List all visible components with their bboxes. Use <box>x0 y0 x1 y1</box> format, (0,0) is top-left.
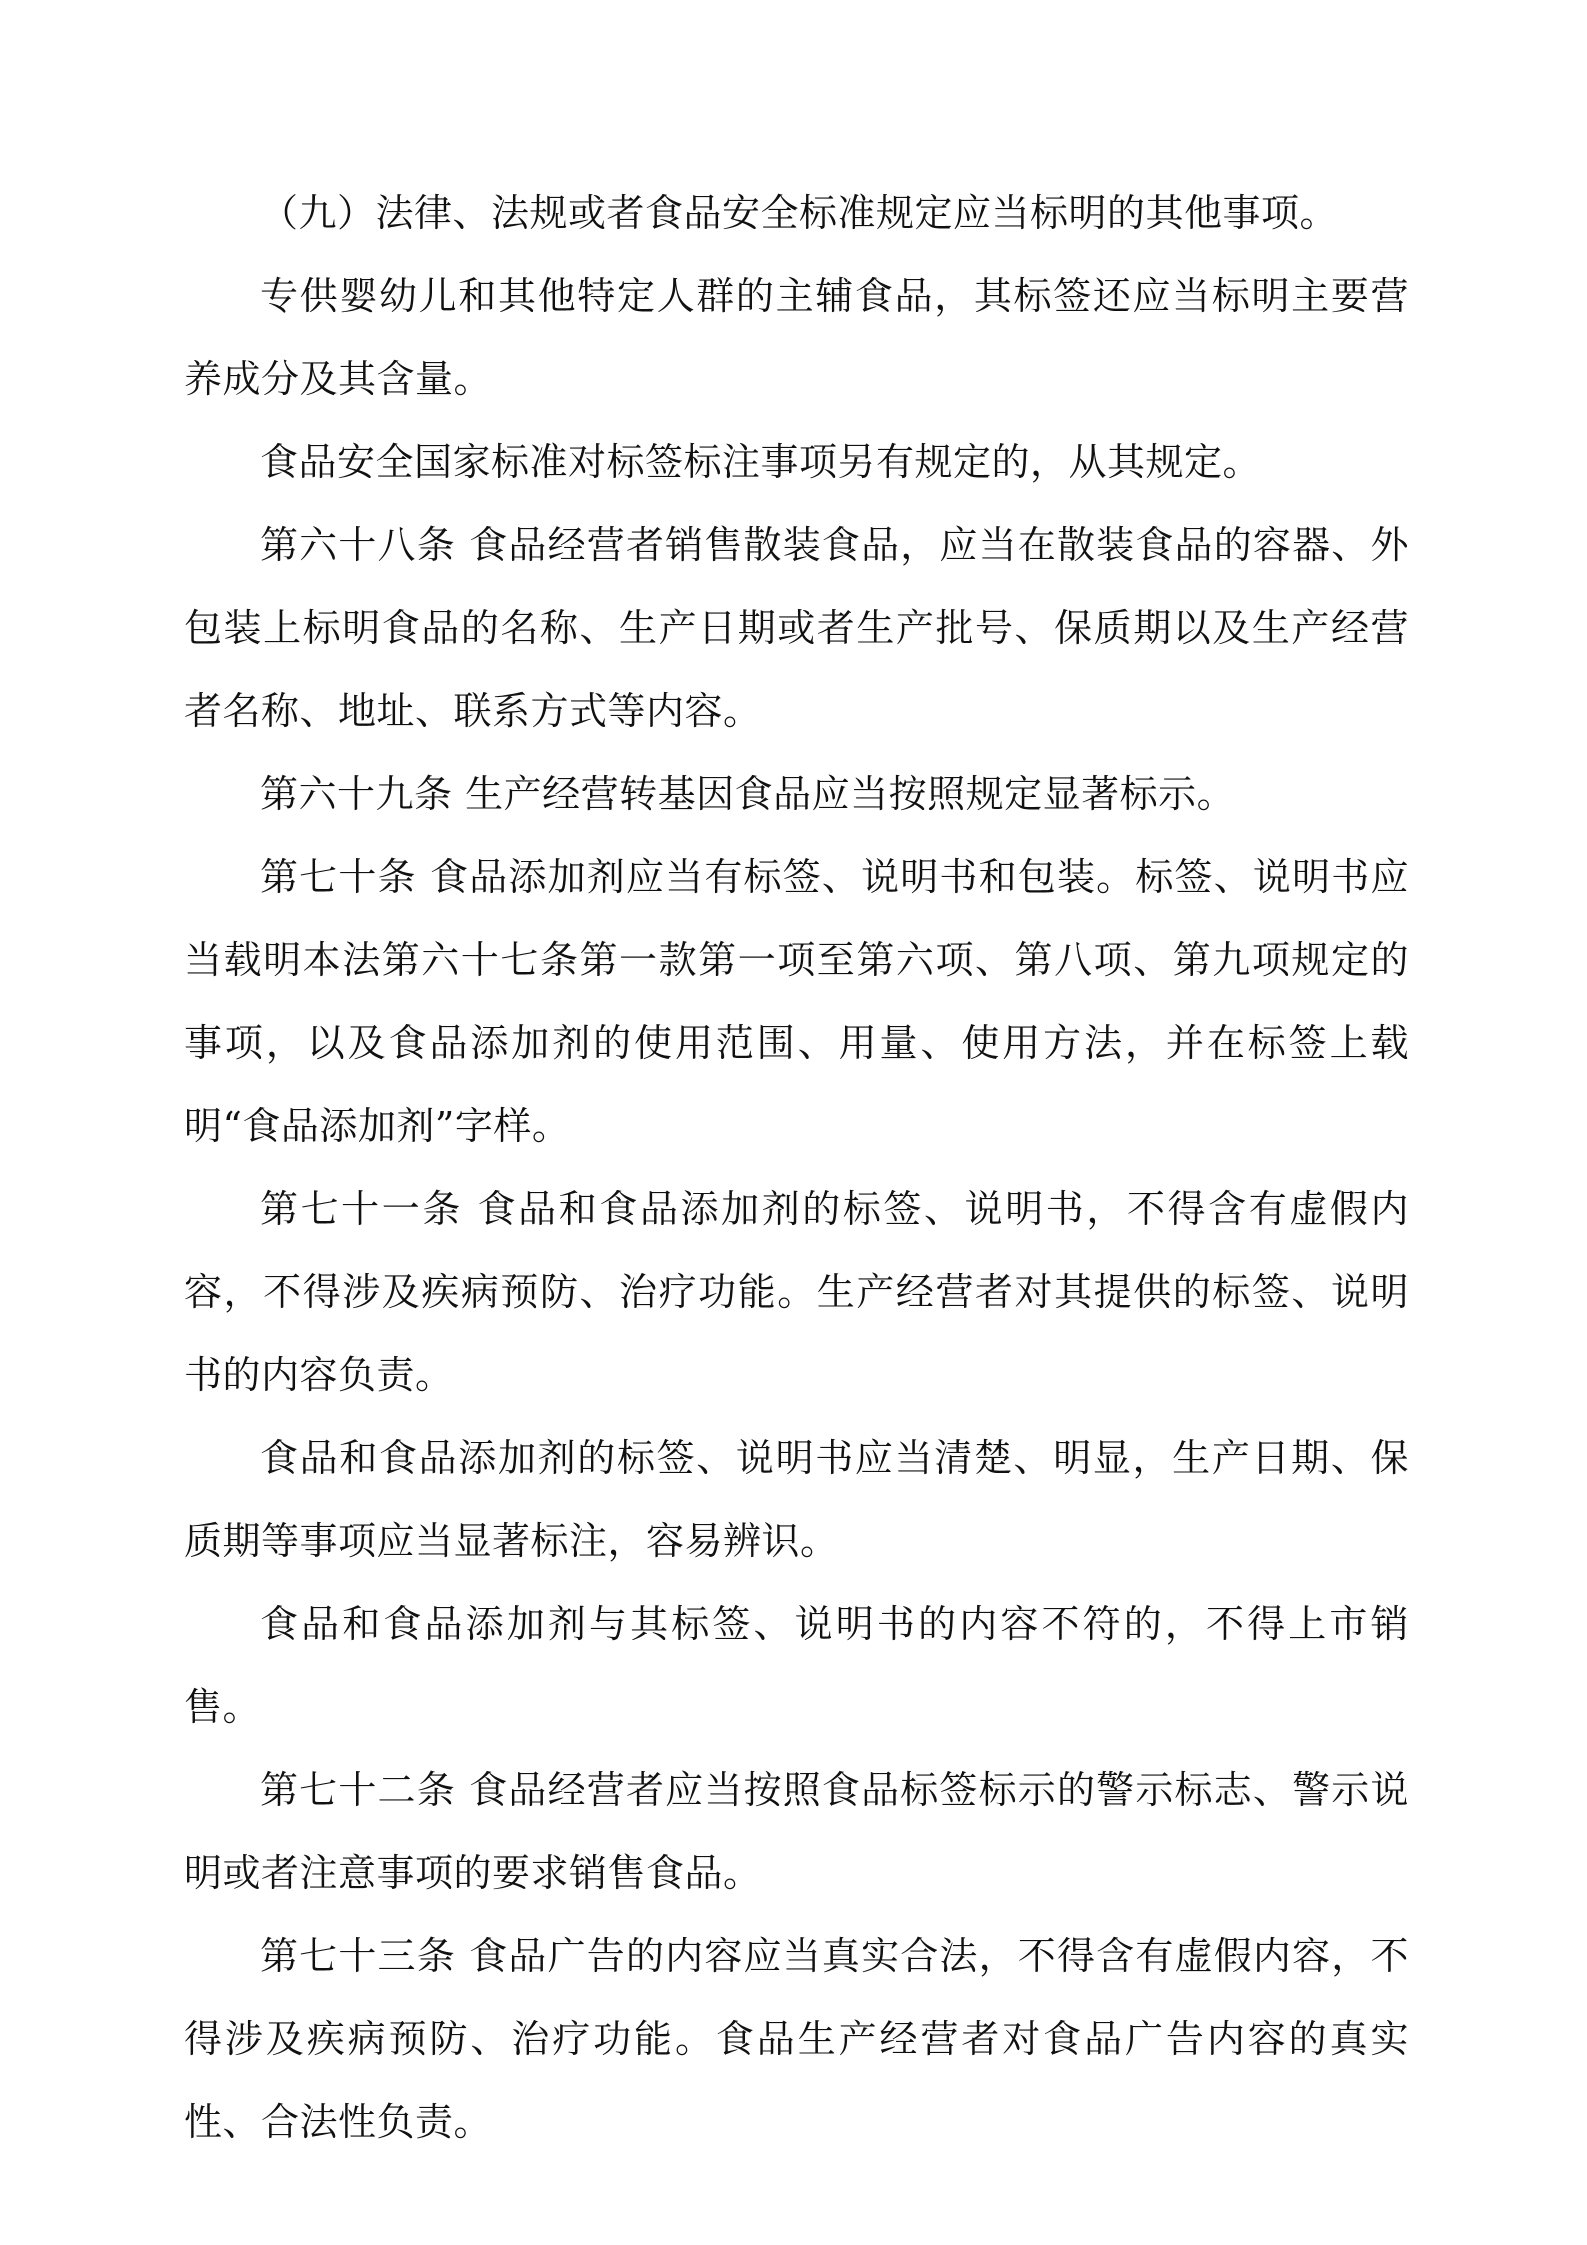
paragraph-infant-food-label: 专供婴幼儿和其他特定人群的主辅食品，其标签还应当标明主要营养成分及其含量。 <box>184 274 1409 401</box>
paragraph-article-71: 第七十一条 食品和食品添加剂的标签、说明书，不得含有虚假内容，不得涉及疾病预防、治疗功能。生产经营者对其提供的标签、说明书的内容负责。 <box>184 1187 1409 1397</box>
paragraph-article-70: 第七十条 食品添加剂应当有标签、说明书和包装。标签、说明书应当载明本法第六十七条第一款第一项至第六项、第八项、第九项规定的事项，以及食品添加剂的使用范围、用量、使用方法，并在标签上载明“食品添加剂”字样。 <box>184 855 1409 1148</box>
paragraph-article-69: 第六十九条 生产经营转基因食品应当按照规定显著标示。 <box>260 772 1236 816</box>
paragraph-label-clarity: 食品和食品添加剂的标签、说明书应当清楚、明显，生产日期、保质期等事项应当显著标注，容易辨识。 <box>184 1436 1409 1563</box>
paragraph-article-73: 第七十三条 食品广告的内容应当真实合法，不得含有虚假内容，不得涉及疾病预防、治疗功能。食品生产经营者对食品广告内容的真实性、合法性负责。 <box>184 1934 1409 2144</box>
paragraph-article-72: 第七十二条 食品经营者应当按照食品标签标示的警示标志、警示说明或者注意事项的要求销售食品。 <box>184 1768 1409 1895</box>
paragraph-article-68: 第六十八条 食品经营者销售散装食品，应当在散装食品的容器、外包装上标明食品的名称、生产日期或者生产批号、保质期以及生产经营者名称、地址、联系方式等内容。 <box>184 523 1409 733</box>
document-body <box>184 172 1409 2164</box>
paragraph-label-mismatch: 食品和食品添加剂与其标签、说明书的内容不符的，不得上市销售。 <box>184 1602 1409 1729</box>
paragraph-item-nine: （九）法律、法规或者食品安全标准规定应当标明的其他事项。 <box>260 191 1339 235</box>
paragraph-national-standard: 食品安全国家标准对标签标注事项另有规定的，从其规定。 <box>260 440 1262 484</box>
